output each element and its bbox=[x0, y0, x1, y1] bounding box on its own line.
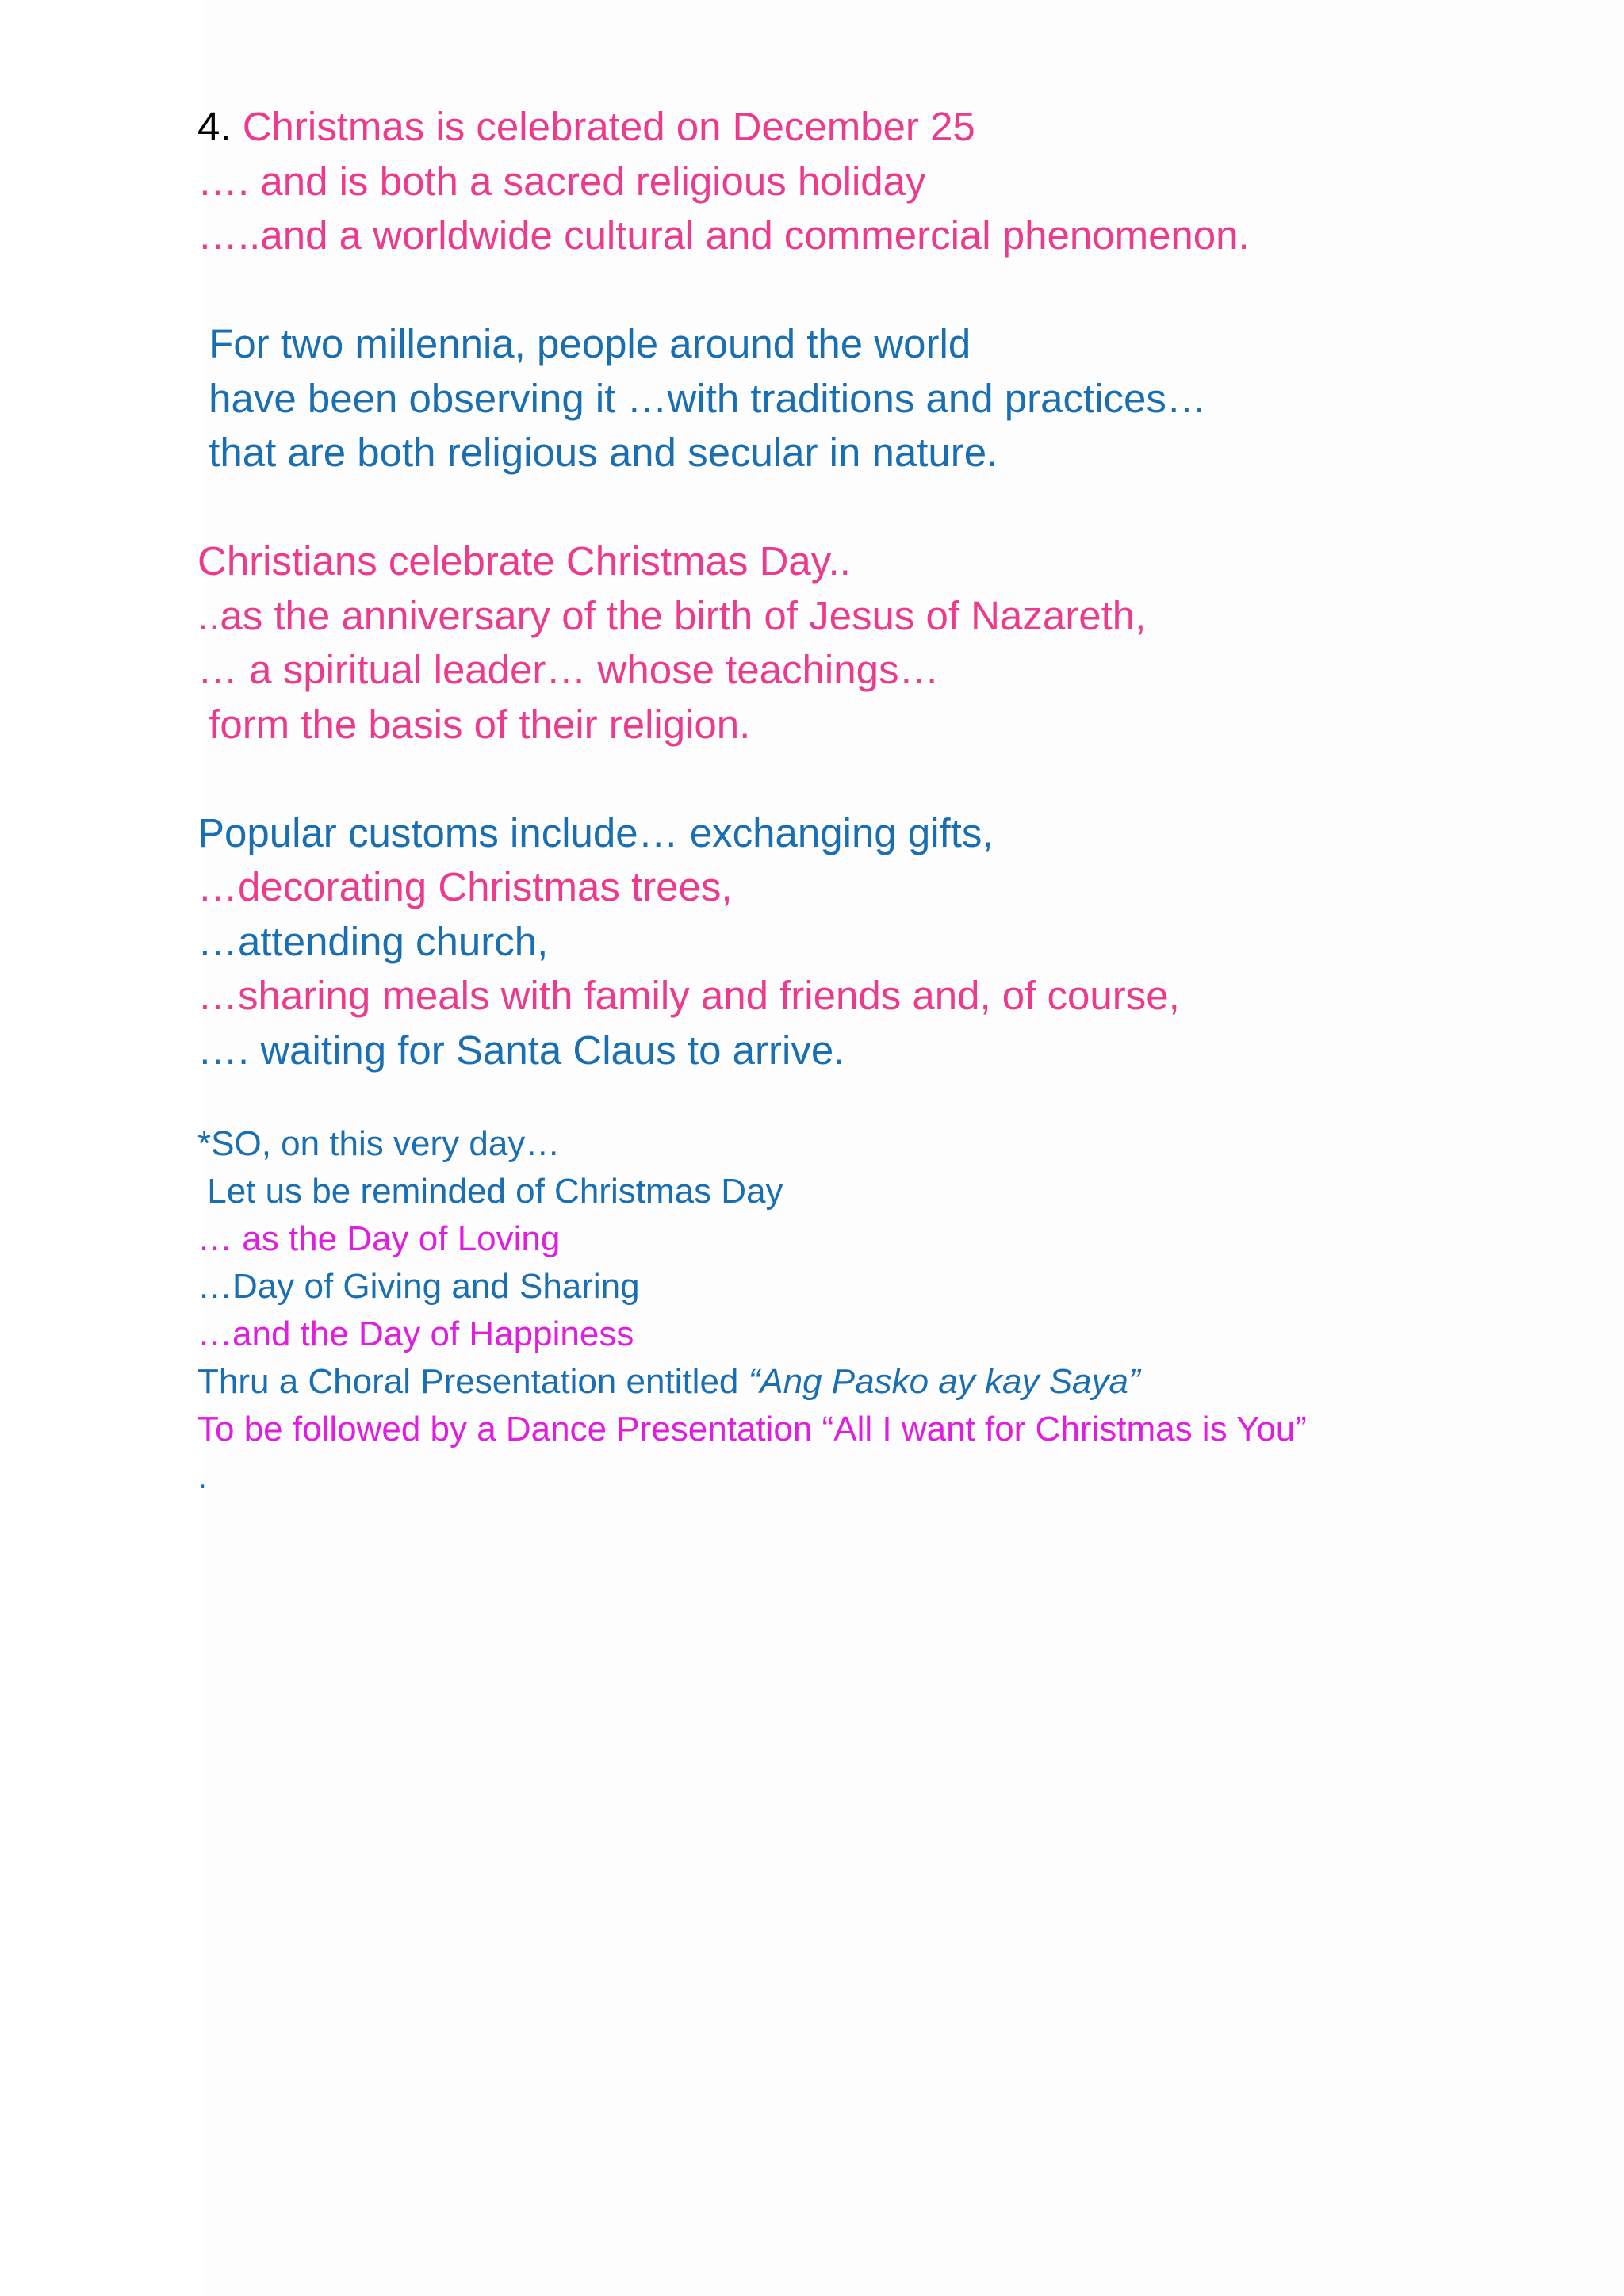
section-number: 4. bbox=[197, 104, 232, 149]
customs-line: …sharing meals with family and friends and, of course, bbox=[197, 973, 1180, 1018]
paragraph-line: that are both religious and secular in nature. bbox=[197, 430, 998, 475]
paragraph-line: form the basis of their religion. bbox=[197, 701, 751, 747]
paragraph-line: have been observing it …with traditions and practices… bbox=[197, 375, 1207, 421]
closing-line: … as the Day of Loving bbox=[197, 1219, 561, 1258]
section-heading-text: Christmas is celebrated on December 25 bbox=[231, 104, 975, 149]
closing-line: *SO, on this very day… bbox=[197, 1124, 561, 1163]
paragraph-customs bbox=[197, 806, 1593, 1078]
closing-line: …Day of Giving and Sharing bbox=[197, 1267, 640, 1306]
paragraph-line: For two millennia, people around the world bbox=[197, 321, 971, 366]
section-intro bbox=[197, 100, 1593, 263]
paragraph-line: … a spiritual leader… whose teachings… bbox=[197, 647, 940, 692]
paragraph-line: ..as the anniversary of the birth of Jesus of Nazareth, bbox=[197, 592, 1147, 638]
section-heading bbox=[197, 100, 1593, 155]
choral-prefix: Thru a Choral Presentation entitled bbox=[197, 1362, 749, 1401]
customs-line: …. waiting for Santa Claus to arrive. bbox=[197, 1027, 845, 1073]
paragraph-gap bbox=[197, 752, 1593, 806]
choral-line bbox=[197, 1358, 1593, 1406]
closing-line: …and the Day of Happiness bbox=[197, 1314, 634, 1353]
final-mark: . bbox=[197, 1457, 208, 1496]
closing-line: Let us be reminded of Christmas Day bbox=[197, 1172, 783, 1211]
customs-line: …decorating Christmas trees, bbox=[197, 864, 733, 909]
intro-line: …..and a worldwide cultural and commercial phenomenon. bbox=[197, 212, 1250, 258]
intro-line: …. and is both a sacred religious holiday bbox=[197, 158, 926, 204]
customs-line: …attending church, bbox=[197, 918, 549, 964]
paragraph-gap bbox=[197, 480, 1593, 535]
paragraph-gap bbox=[197, 1077, 1593, 1120]
document-body bbox=[197, 100, 1593, 1501]
paragraph-christians bbox=[197, 534, 1593, 752]
paragraph-millennia bbox=[197, 317, 1593, 480]
dance-line: To be followed by a Dance Presentation “All I want for Christmas is You” bbox=[197, 1410, 1307, 1448]
choral-title: “Ang Pasko ay kay Saya” bbox=[748, 1362, 1140, 1401]
closing-block bbox=[197, 1120, 1593, 1501]
paragraph-gap bbox=[197, 263, 1593, 318]
customs-line: Popular customs include… exchanging gifts, bbox=[197, 809, 994, 855]
paragraph-line: Christians celebrate Christmas Day.. bbox=[197, 538, 851, 584]
